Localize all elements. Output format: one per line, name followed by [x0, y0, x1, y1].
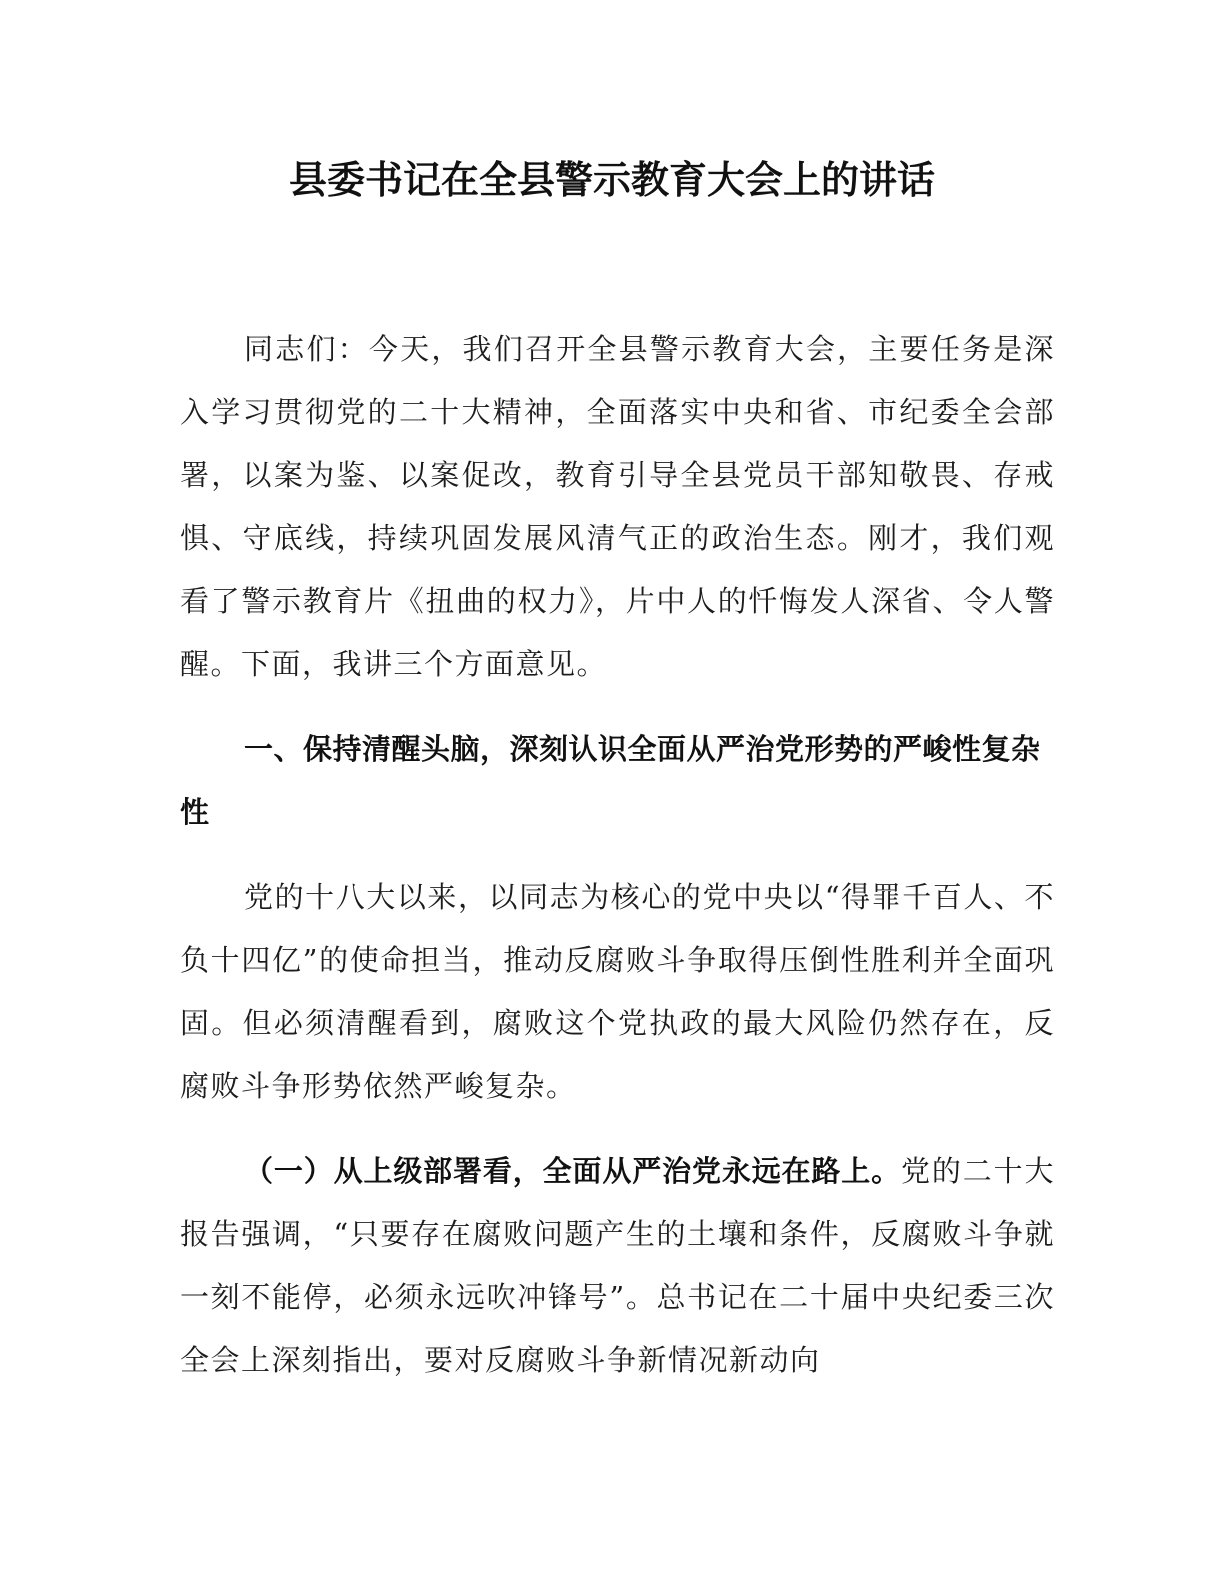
subsection-1-body: 党的二十大报告强调，“只要存在腐败问题产生的土壤和条件，反腐败斗争就一刻不能停，必须永远吹冲锋号”。总书记在二十届中央纪委三次全会上深刻指出，要对反腐败斗争新情况新动向 [180, 1154, 1055, 1377]
document-title: 县委书记在全县警示教育大会上的讲话 [288, 158, 935, 202]
section-heading-1: 一、保持清醒头脑，深刻认识全面从严治党形势的严峻性复杂性 [180, 732, 1041, 829]
subsection-1-lead: （一）从上级部署看，全面从严治党永远在路上。 [244, 1154, 902, 1188]
section-1-paragraph: 党的十八大以来，以同志为核心的党中央以“得罪千百人、不负十四亿”的使命担当，推动反腐败斗争取得压倒性胜利并全面巩固。但必须清醒看到，腐败这个党执政的最大风险仍然存在，反腐败斗争形势依然严峻复杂。 [180, 880, 1055, 1103]
opening-paragraph: 同志们：今天，我们召开全县警示教育大会，主要任务是深入学习贯彻党的二十大精神，全面落实中央和省、市纪委全会部署，以案为鉴、以案促改，教育引导全县党员干部知敬畏、存戒惧、守底线，持续巩固发展风清气正的政治生态。刚才，我们观看了警示教育片《扭曲的权力》，片中人的忏悔发人深省、令人警醒。下面，我讲三个方面意见。 [180, 332, 1055, 681]
subsection-1-paragraph [180, 1140, 1055, 1392]
